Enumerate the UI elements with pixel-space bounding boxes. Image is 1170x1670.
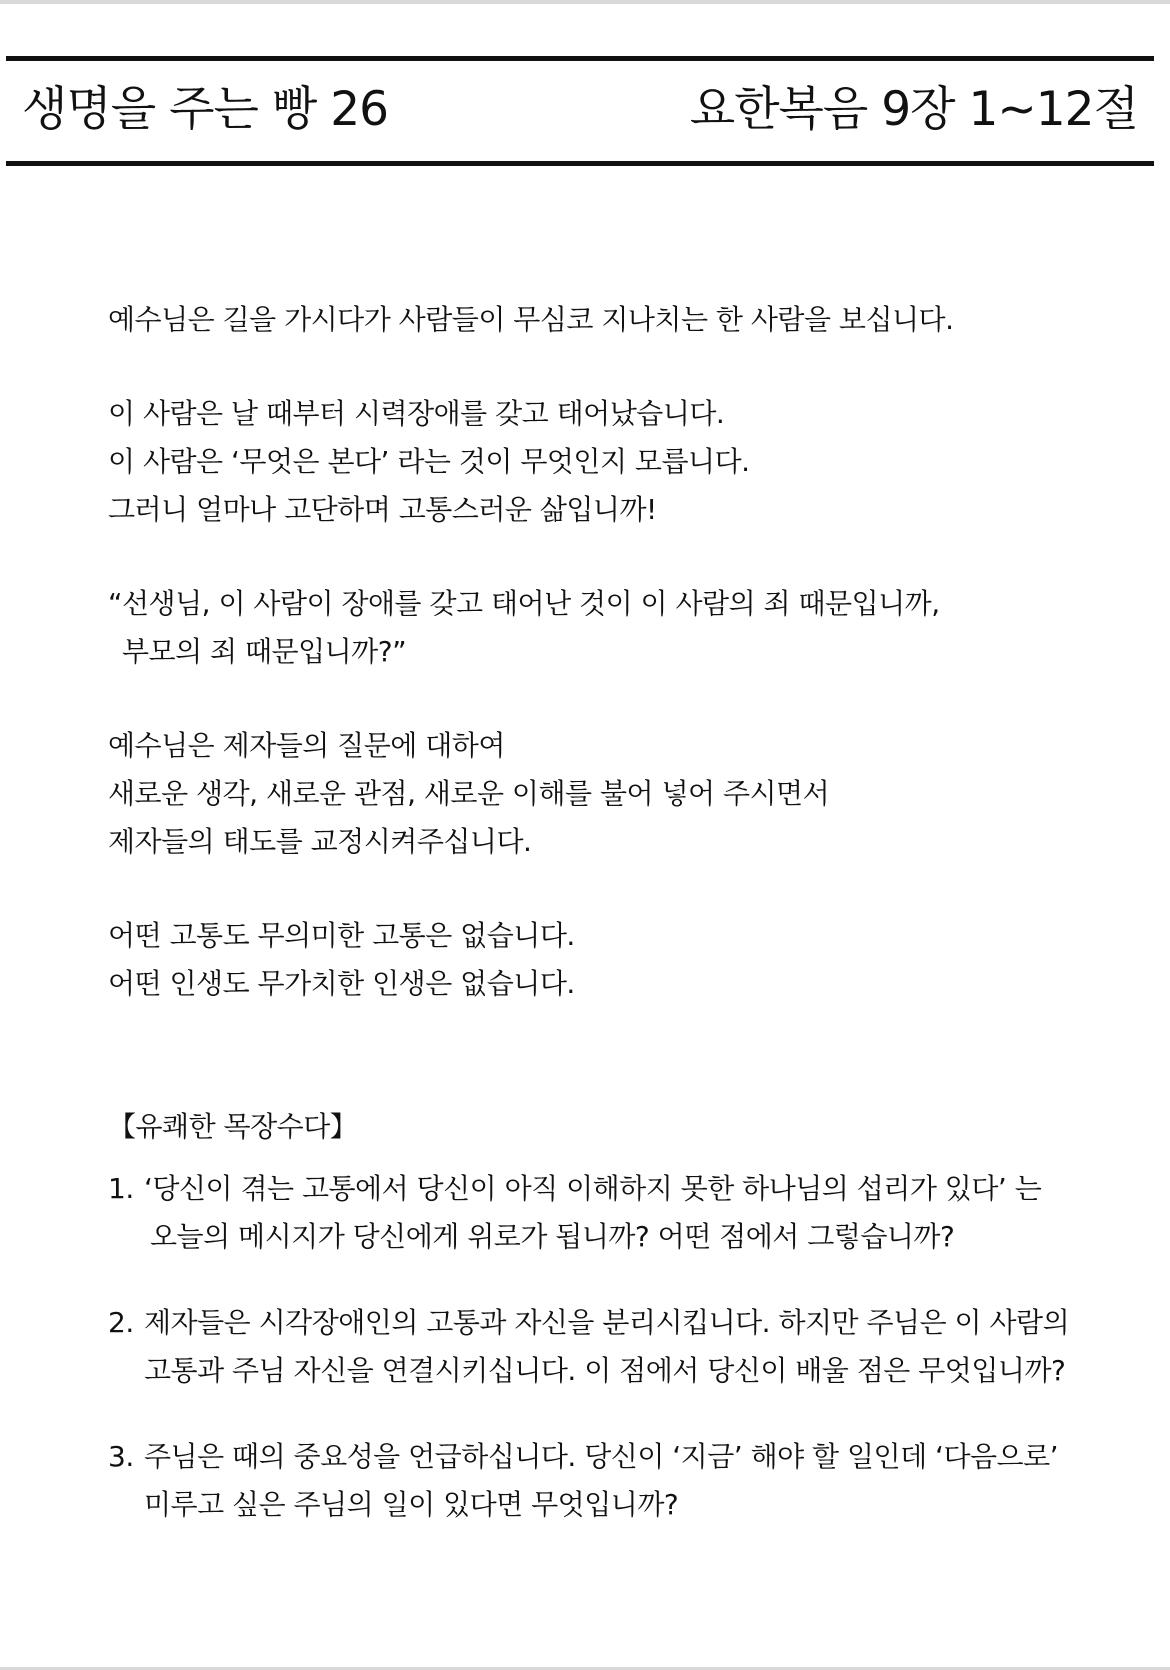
paragraph-line: 이 사람은 날 때부터 시력장애를 갖고 태어났습니다. bbox=[108, 397, 725, 430]
question-item bbox=[108, 1165, 1108, 1261]
question-line: 주님은 때의 중요성을 언급하십니다. 당신이 ‘지금’ 해야 할 일인데 ‘다음으로’ bbox=[144, 1440, 1059, 1473]
header-bottom-rule bbox=[6, 161, 1154, 166]
paragraph-line: 새로운 생각, 새로운 관점, 새로운 이해를 불어 넣어 주시면서 bbox=[108, 777, 830, 810]
top-edge-shade bbox=[0, 0, 1170, 4]
paragraph-line: 어떤 고통도 무의미한 고통은 없습니다. bbox=[108, 919, 575, 952]
question-number: 3. bbox=[108, 1440, 134, 1473]
paragraph-line: 제자들의 태도를 교정시켜주십니다. bbox=[108, 825, 532, 858]
question-line: 제자들은 시각장애인의 고통과 자신을 분리시킵니다. 하지만 주님은 이 사람의 bbox=[144, 1306, 1070, 1339]
paragraph-line: 그러니 얼마나 고단하며 고통스러운 삶입니까! bbox=[108, 493, 657, 526]
scripture-reference: 요한복음 9장 1~12절 bbox=[689, 82, 1138, 137]
question-item bbox=[108, 1433, 1108, 1529]
quote-line: “선생님, 이 사람이 장애를 갖고 태어난 것이 이 사람의 죄 때문입니까, bbox=[108, 587, 940, 620]
paragraph-line: 예수님은 제자들의 질문에 대하여 bbox=[108, 729, 505, 762]
paragraph-line: 이 사람은 ‘무엇은 본다’ 라는 것이 무엇인지 모릅니다. bbox=[108, 445, 750, 478]
question-line: 미루고 싶은 주님의 일이 있다면 무엇입니까? bbox=[144, 1488, 679, 1521]
paragraph-line: 예수님은 길을 가시다가 사람들이 무심코 지나치는 한 사람을 보십니다. bbox=[108, 303, 954, 336]
question-number: 2. bbox=[108, 1306, 134, 1339]
question-number: 1. bbox=[108, 1172, 134, 1205]
quote-line: 부모의 죄 때문입니까?” bbox=[122, 635, 407, 668]
page-title: 생명을 주는 빵 26 bbox=[22, 82, 389, 137]
question-item bbox=[108, 1299, 1108, 1395]
question-list bbox=[108, 1165, 1108, 1529]
header-top-rule bbox=[6, 56, 1154, 61]
paragraph-line: 어떤 인생도 무가치한 인생은 없습니다. bbox=[108, 967, 575, 1000]
document-body bbox=[108, 296, 1108, 1529]
question-line: ‘당신이 겪는 고통에서 당신이 아직 이해하지 못한 하나님의 섭리가 있다’ 는 bbox=[144, 1172, 1042, 1205]
discussion-heading: 【유쾌한 목장수다】 bbox=[108, 1110, 358, 1143]
question-line: 고통과 주님 자신을 연결시키십니다. 이 점에서 당신이 배울 점은 무엇입니까? bbox=[144, 1354, 1066, 1387]
question-line: 오늘의 메시지가 당신에게 위로가 됩니까? 어떤 점에서 그렇습니까? bbox=[150, 1220, 955, 1253]
